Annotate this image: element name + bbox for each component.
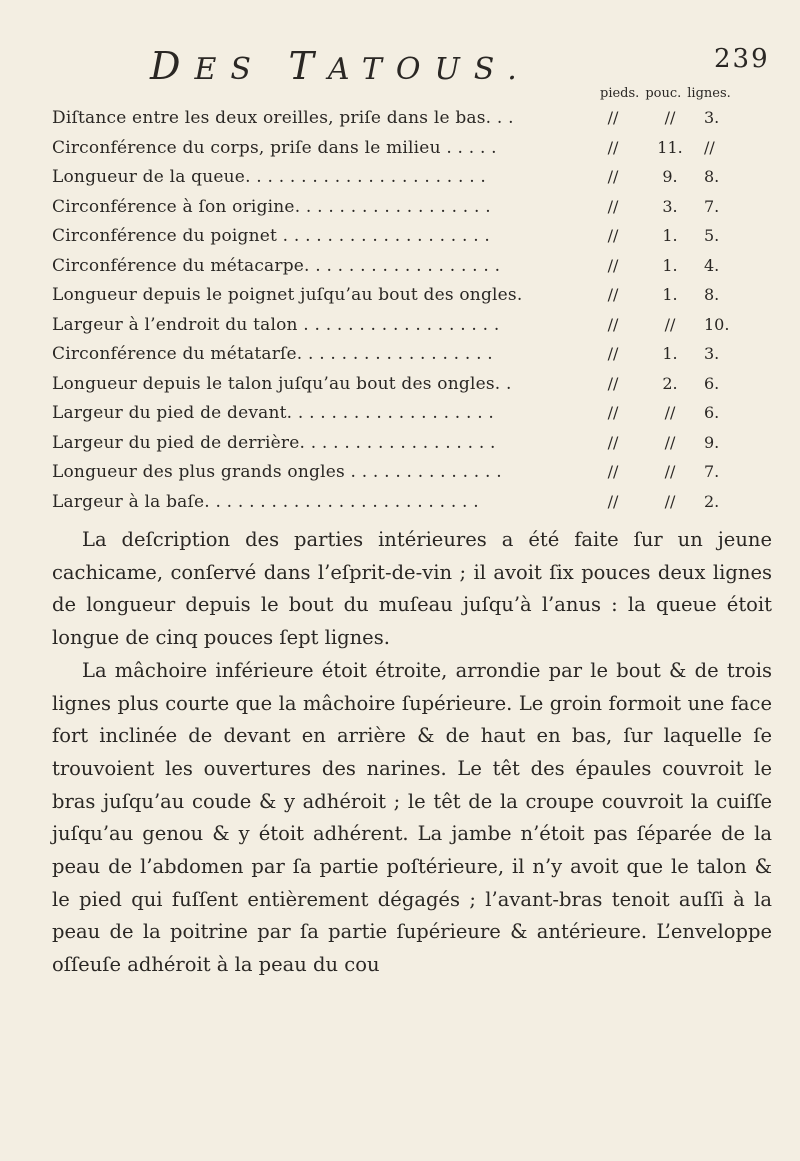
value-inches: // — [664, 108, 676, 127]
table-row — [52, 197, 772, 227]
table-row — [52, 374, 772, 404]
page-number: 239 — [714, 44, 770, 74]
value-feet: // — [607, 344, 619, 363]
value-inches: // — [664, 432, 676, 452]
value-feet: // — [607, 285, 619, 304]
value-lines: 7. — [704, 462, 720, 481]
table-row — [52, 226, 772, 256]
value-feet: // — [607, 196, 619, 216]
measurement-label: Largeur du pied de devant. . . . . . . . . . . . . . . . . . . — [52, 403, 495, 423]
table-row — [52, 433, 772, 463]
measurement-label: Largeur du pied de derrière. . . . . . . . . . . . . . . . . . — [52, 432, 496, 453]
value-inches: // — [664, 403, 676, 422]
value-lines: 8. — [704, 285, 720, 304]
table-row — [52, 167, 772, 197]
table-row — [52, 256, 772, 286]
value-feet: // — [607, 314, 619, 334]
value-inches: 11. — [657, 137, 683, 157]
value-inches: // — [664, 314, 676, 334]
running-title — [150, 44, 710, 88]
paragraph-1: La deſcription des parties intérieures a été faite ſur un jeune cachicame, conſervé dans l’eſprit-de-vin ; il avoit ſix pouces deux lignes de longueur depuis le bout du muſeau juſqu’à l’anus : la queue étoit longue de cinq pouces ſept lignes. — [52, 528, 772, 650]
value-feet: // — [607, 373, 619, 393]
value-feet: // — [607, 137, 619, 157]
value-feet: // — [607, 462, 619, 481]
running-title-initial-1: D — [150, 44, 195, 88]
value-feet: // — [607, 167, 619, 186]
value-lines: 7. — [704, 196, 720, 216]
value-feet: // — [607, 432, 619, 452]
measurement-label: Longueur de la queue. . . . . . . . . . . . . . . . . . . . . . — [52, 167, 487, 187]
running-title-part-2: ATOUS. — [327, 52, 531, 87]
measurements-table — [52, 108, 772, 521]
value-inches: // — [664, 462, 676, 481]
running-title-initial-2: T — [288, 44, 328, 88]
table-row — [52, 462, 772, 492]
value-feet: // — [607, 226, 619, 245]
measurement-label: Circonférence à ſon origine. . . . . . . . . . . . . . . . . . — [52, 196, 491, 217]
column-headers — [600, 86, 790, 101]
value-inches: // — [664, 491, 676, 511]
value-inches: 1. — [662, 226, 678, 245]
value-lines: 4. — [704, 255, 720, 275]
value-inches: 1. — [662, 344, 678, 363]
column-header-lines: lignes. — [687, 86, 731, 101]
table-row — [52, 344, 772, 374]
measurement-label: Diſtance entre les deux oreilles, priſe dans le bas. . . — [52, 108, 514, 128]
value-lines: 2. — [704, 491, 720, 511]
value-lines: 9. — [704, 432, 720, 452]
value-lines: 6. — [704, 373, 720, 393]
measurement-label: Circonférence du poignet . . . . . . . . . . . . . . . . . . . — [52, 226, 491, 246]
table-row — [52, 138, 772, 168]
measurement-label: Longueur des plus grands ongles . . . . . . . . . . . . . . — [52, 462, 502, 482]
running-title-part-1: ES — [194, 52, 265, 87]
value-lines: 6. — [704, 403, 720, 422]
value-feet: // — [607, 403, 619, 422]
measurement-label: Longueur depuis le poignet juſqu’au bout des ongles. — [52, 285, 523, 305]
value-inches: 2. — [662, 373, 678, 393]
value-inches: 9. — [662, 167, 678, 186]
measurement-label: Largeur à la baſe. . . . . . . . . . . . . . . . . . . . . . . . . — [52, 491, 479, 512]
column-header-feet: pieds. — [600, 86, 640, 101]
value-feet: // — [607, 491, 619, 511]
measurement-label: Circonférence du corps, priſe dans le milieu . . . . . — [52, 137, 497, 158]
measurement-label: Circonférence du métatarſe. . . . . . . . . . . . . . . . . . — [52, 344, 493, 364]
measurement-label: Largeur à l’endroit du talon . . . . . . . . . . . . . . . . . . — [52, 314, 500, 335]
paragraph-2: La mâchoire inférieure étoit étroite, arrondie par le bout & de trois lignes plus courte que la mâchoire ſupérieure. Le groin formoit une face fort inclinée de devant en arrière & de haut en bas, ſur laquelle ſe trouvoient les ouvertures des narines. Le têt des épaules couvroit le bras juſqu’au coude & y adhéroit ; le têt de la croupe couvroit la cuiſſe juſqu’au genou & y étoit adhérent. La jambe n’étoit pas ſéparée de la peau de l’abdomen par ſa partie poſtérieure, il n’y avoit que le talon & le pied qui fuſſent entièrement dégagés ; l’avant-bras tenoit auſſi à la peau de la poitrine par ſa partie ſupérieure & antérieure. L’enveloppe oſſeuſe adhéroit à la peau du cou — [52, 658, 772, 977]
column-header-inches: pouc. — [645, 86, 682, 101]
value-lines: 3. — [704, 344, 720, 363]
table-row — [52, 492, 772, 522]
table-row — [52, 108, 772, 138]
value-inches: 1. — [662, 255, 678, 275]
value-inches: 1. — [662, 285, 678, 304]
description-text — [52, 524, 772, 982]
table-row — [52, 315, 772, 345]
value-lines: 10. — [704, 314, 730, 334]
measurement-label: Circonférence du métacarpe. . . . . . . . . . . . . . . . . . — [52, 255, 501, 276]
value-inches: 3. — [662, 196, 678, 216]
value-feet: // — [607, 255, 619, 275]
value-lines: 8. — [704, 167, 720, 186]
value-lines: 3. — [704, 108, 720, 127]
table-row — [52, 403, 772, 433]
measurement-label: Longueur depuis le talon juſqu’au bout des ongles. . — [52, 373, 512, 394]
value-feet: // — [607, 108, 619, 127]
table-row — [52, 285, 772, 315]
value-lines: 5. — [704, 226, 720, 245]
value-lines: // — [704, 137, 715, 157]
